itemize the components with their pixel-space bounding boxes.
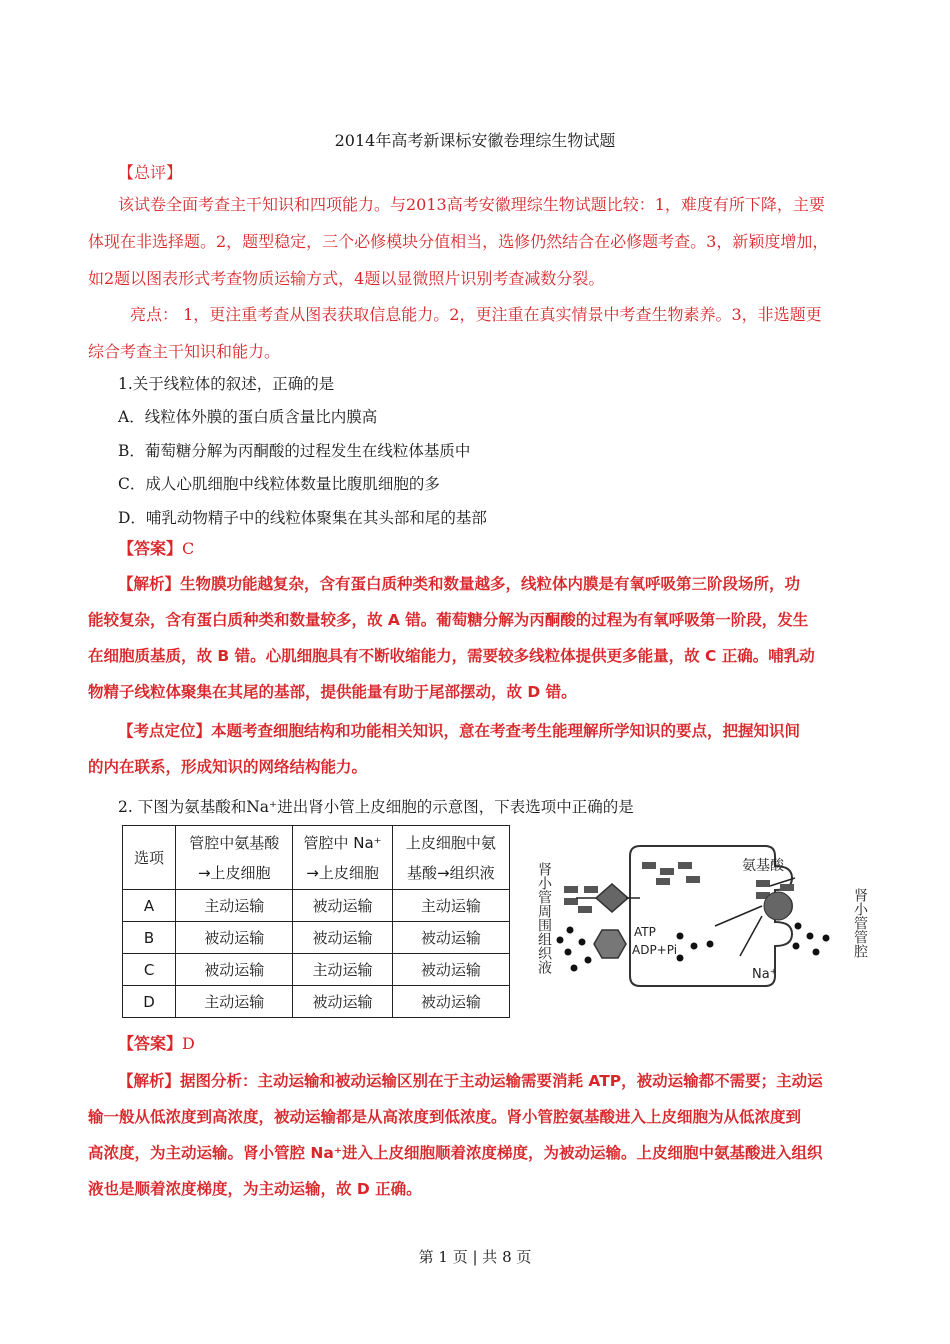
atpase-hexagon [594,930,626,958]
overview-line: 该试卷全面考查主干知识和四项能力。与2013高考安徽理综生物试题比较：1，难度有所下降，主要 [118,195,825,214]
table-header-row [123,826,510,890]
point-line: 的内在联系，形成知识的网络结构能力。 [88,758,368,776]
point-tag: 【考点定位】 [118,722,212,740]
q1-option-c: C．成人心肌细胞中线粒体数量比腹肌细胞的多 [118,475,440,493]
q1-option-a: A．线粒体外膜的蛋白质含量比内膜高 [118,408,378,426]
header-col-2: 管腔中 Na⁺ →上皮细胞 [293,826,392,890]
table-row: B 被动运输 被动运输 被动运输 [123,922,510,954]
overview-line: 如2题以图表形式考查物质运输方式，4题以显微照片识别考查减数分裂。 [88,269,605,288]
na-label: Na⁺ [752,967,777,982]
q2-answer [118,1031,195,1054]
symporter-circle [764,892,792,920]
q1-option-b: B．葡萄糖分解为丙酮酸的过程发生在线粒体基质中 [118,442,471,460]
answer-tag: 【答案】 [118,539,183,558]
overview-text [88,186,878,297]
atp-label: ATP [634,925,656,939]
page-footer: 第 1 页 | 共 8 页 [418,1248,532,1266]
table-row: A 主动运输 被动运输 主动运输 [123,890,510,922]
q2-stem: 2. 下图为氨基酸和Na⁺进出肾小管上皮细胞的示意图，下表选项中正确的是 [118,798,634,816]
analysis-line: 在细胞质基质，故 B 错。心肌细胞具有不断收缩能力，需要较多线粒体提供更多能量，故 C 正确。哺乳动 [88,647,815,665]
analysis-line: 输一般从低浓度到高浓度，被动运输都是从高浓度到低浓度。肾小管腔氨基酸进入上皮细胞为从低浓度到 [88,1108,802,1126]
table-row: C 被动运输 主动运输 被动运输 [123,954,510,986]
adp-label: ADP+Pi [632,943,678,957]
left-tissue-label: 肾小管周围组织液 [536,862,552,974]
q1-stem: 1.关于线粒体的叙述，正确的是 [118,375,335,393]
page-title: 2014年高考新课标安徽卷理综生物试题 [334,131,616,150]
overview-heading: 【总评】 [118,163,183,182]
carrier-diamond [596,884,628,912]
highlight-line: 综合考查主干知识和能力。 [88,342,281,361]
analysis-line: 物精子线粒体聚集在其尾的基部，提供能量有助于尾部摆动，故 D 错。 [88,683,577,701]
amino-acid-label: 氨基酸 [742,858,784,874]
analysis-tag: 【解析】 [118,1072,181,1090]
point-line: 本题考查细胞结构和功能相关知识，意在考查考生能理解所学知识的要点，把握知识间 [211,722,801,740]
q1-analysis [88,566,878,710]
transport-diagram [530,826,880,1006]
header-col-1: 管腔中氨基酸 →上皮细胞 [176,826,293,890]
analysis-tag: 【解析】 [118,575,181,593]
q2-options-table [122,825,510,1018]
header-option: 选项 [123,826,176,890]
q1-answer [118,536,194,559]
overview-line: 体现在非选择题。2，题型稳定，三个必修模块分值相当，选修仍然结合在必修题考查。3，新颖度增加， [88,232,829,251]
table-row: D 主动运输 被动运输 被动运输 [123,986,510,1018]
lumen-label: 肾小管管腔 [852,888,868,958]
analysis-line: 高浓度，为主动运输。肾小管腔 Na⁺进入上皮细胞顺着浓度梯度，为被动运输。上皮细胞中氨基酸进入组织 [88,1144,823,1162]
answer-tag: 【答案】 [118,1034,183,1053]
q2-analysis [88,1063,878,1207]
q1-option-d: D．哺乳动物精子中的线粒体聚集在其头部和尾的基部 [118,509,487,527]
analysis-line: 据图分析：主动运输和被动运输区别在于主动运输需要消耗 ATP，被动运输都不需要；主动运 [180,1072,823,1090]
header-col-3: 上皮细胞中氨 基酸→组织液 [392,826,509,890]
answer-value: D [182,1034,195,1053]
highlights-text [88,296,878,370]
answer-value: C [182,539,195,558]
analysis-line: 液也是顺着浓度梯度，为主动运输，故 D 正确。 [88,1180,422,1198]
analysis-line: 生物膜功能越复杂，含有蛋白质种类和数量越多，线粒体内膜是有氧呼吸第三阶段场所，功 [180,575,801,593]
highlight-line: 亮点： 1，更注重考查从图表获取信息能力。2，更注重在真实情景中考查生物素养。3，非选题更 [130,305,822,324]
analysis-line: 能较复杂，含有蛋白质种类和数量较多，故 A 错。葡萄糖分解为丙酮酸的过程为有氧呼吸第一阶段，发生 [88,611,809,629]
q1-point [88,713,878,785]
